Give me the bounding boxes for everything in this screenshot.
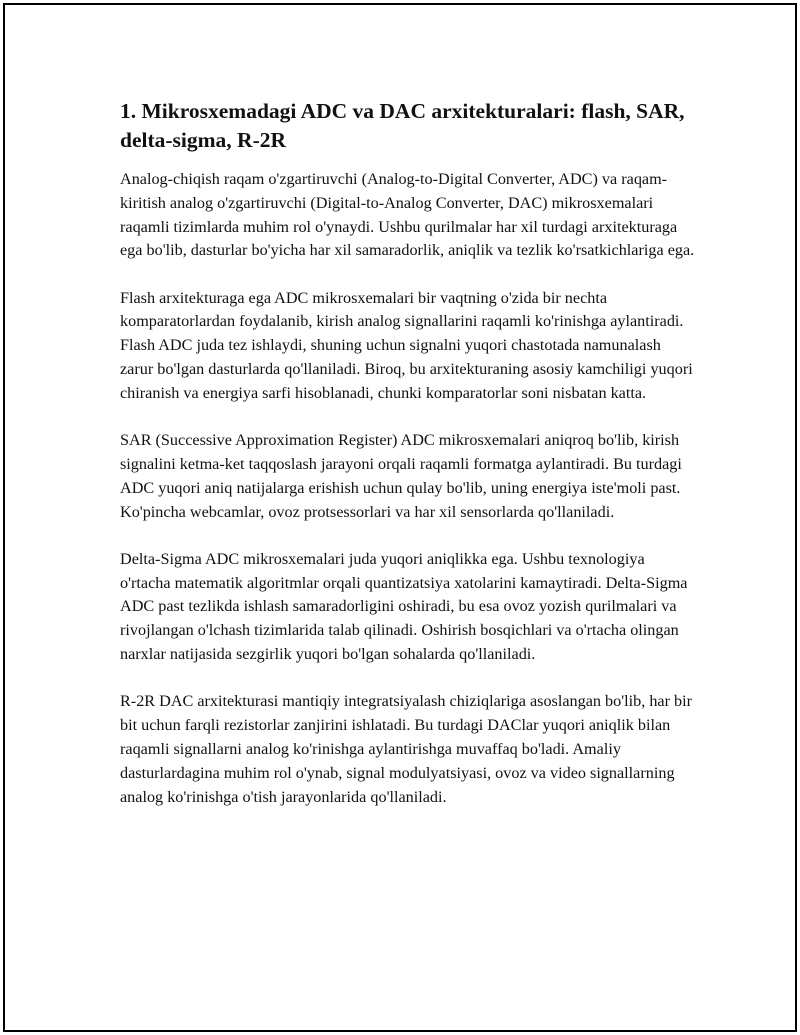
paragraph-r2r-dac: R-2R DAC arxitekturasi mantiqiy integratsiyalash chiziqlariga asoslangan bo'lib, har bir bit uchun farqli rezistorlar zanjirini ishlatadi. Bu turdagi DAClar yuqori aniqlik bilan raqamli signallarni analog ko'rinishga aylantirishga muvaffaq bo'ladi. Amaliy dasturlardagina muhim rol o'ynab, signal modulyatsiyasi, ovoz va video signallarning analog ko'rinishga o'tish jarayonlarida qo'llaniladi. xyxy=(120,692,693,806)
document-body xyxy=(120,97,695,833)
section-heading: 1. Mikrosxemadagi ADC va DAC arxitekturalari: flash, SAR, delta-sigma, R-2R xyxy=(120,99,685,152)
paragraph-sar-adc: SAR (Successive Approximation Register) ADC mikrosxemalari aniqroq bo'lib, kirish signalini ketma-ket taqqoslash jarayoni orqali raqamli formatga aylantiradi. Bu turdagi ADC yuqori aniq natijalarga erishish uchun qulay bo'lib, uning energiya iste'moli past. Ko'pincha webcamlar, ovoz protsessorlari va har xil sensorlarda qo'llaniladi. xyxy=(120,431,682,521)
paragraph-delta-sigma-adc: Delta-Sigma ADC mikrosxemalari juda yuqori aniqlikka ega. Ushbu texnologiya o'rtacha matematik algoritmlar orqali quantizatsiya xatolarini kamaytiradi. Delta-Sigma ADC past tezlikda ishlash samaradorligini oshiradi, bu esa ovoz yozish qurilmalari va rivojlangan o'lchash tizimlarida talab qilinadi. Oshirish bosqichlari va o'rtacha olingan narxlar natijasida sezgirlik yuqori bo'lgan sohalarda qo'llaniladi. xyxy=(120,549,688,664)
paragraph-intro: Analog-chiqish raqam o'zgartiruvchi (Analog-to-Digital Converter, ADC) va raqam-kiritish analog o'zgartiruvchi (Digital-to-Analog Converter, DAC) mikrosxemalari raqamli tizimlarda muhim rol o'ynaydi. Ushbu qurilmalar har xil turdagi arxitekturaga ega bo'lib, dasturlar bo'yicha har xil samaradorlik, aniqlik va tezlik ko'rsatkichlariga ega. xyxy=(120,170,695,260)
document-page xyxy=(3,3,797,1032)
paragraph-flash-adc: Flash arxitekturaga ega ADC mikrosxemalari bir vaqtning o'zida bir nechta komparatorlardan foydalanib, kirish analog signallarini raqamli ko'rinishga aylantiradi. Flash ADC juda tez ishlaydi, shuning uchun signalni yuqori chastotada namunalash zarur bo'lgan dasturlarda qo'llaniladi. Biroq, bu arxitekturaning asosiy kamchiligi yuqori chiranish va energiya sarfi hisoblanadi, chunki komparatorlar soni nisbatan katta. xyxy=(120,288,693,402)
